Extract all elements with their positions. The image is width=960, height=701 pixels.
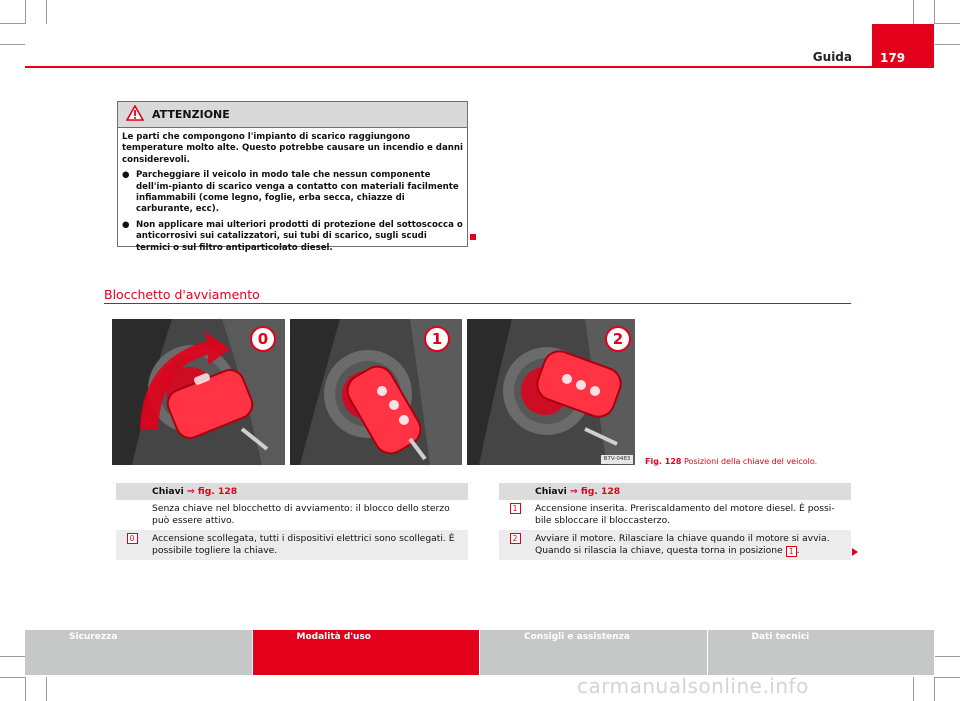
crop-mark — [913, 0, 914, 24]
bullet-dot: ● — [122, 170, 130, 181]
continue-arrow-icon — [852, 548, 858, 556]
figure-caption — [645, 457, 817, 466]
table-row — [116, 530, 468, 560]
section-title: Blocchetto d'avviamento — [104, 287, 260, 302]
figure-caption-label: Fig. 128 — [645, 457, 682, 466]
figure-ref-link[interactable]: ⇒ fig. 128 — [186, 485, 238, 497]
crop-mark — [934, 0, 935, 24]
warning-bullet — [122, 220, 463, 258]
table-key-cell — [116, 530, 148, 560]
chapter-tabs — [25, 630, 934, 675]
position-badge-label: 0 — [257, 330, 269, 348]
warning-bullet-text: Non applicare mai ulteriori prodotti di protezione del sottoscocca o anticorrosivi sui catalizzatori, sui tubi di scarico, sugli scudi termici o sul filtro antiparticolato diesel. — [136, 219, 463, 253]
position-badge-label: 2 — [612, 330, 624, 348]
tab-dati-tecnici[interactable]: Dati tecnici — [708, 630, 935, 675]
watermark: carmanualsonline.info — [577, 674, 809, 698]
position-number-box: 0 — [127, 533, 138, 544]
table-header-label: Chiavi — [152, 485, 184, 497]
page-number — [872, 24, 934, 68]
crop-mark — [25, 0, 26, 24]
table-key-cell — [116, 500, 148, 530]
section-rule — [104, 303, 851, 304]
key-positions-table-left — [116, 483, 468, 560]
table-row-text-before: Avviare il motore. Rilasciare la chiave quando il motore si avvia. Quando si rilascia la chiave, questa torna in posizione — [535, 533, 830, 556]
crop-mark — [46, 0, 47, 24]
table-row — [499, 500, 851, 530]
figure-ref-link[interactable]: ⇒ fig. 128 — [569, 485, 621, 497]
crop-mark — [935, 23, 960, 24]
table-key-cell — [499, 530, 531, 560]
table-header-text — [148, 486, 468, 498]
crop-mark — [46, 677, 47, 701]
warning-bullet — [122, 170, 463, 220]
position-badge-2 — [605, 326, 631, 356]
table-row-text: Accensione inserita. Preriscaldamento del motore diesel. È possi-bile sbloccare il bloccasterzo. — [535, 503, 835, 526]
table-key-cell — [499, 500, 531, 530]
table-row-text: Accensione scollegata, tutti i dispositivi elettrici sono scollegati. È possibile togliere la chiave. — [152, 533, 455, 556]
table-header — [116, 483, 468, 500]
table-header-text — [531, 486, 851, 498]
page-number-text: 179 — [880, 51, 906, 65]
crop-mark — [0, 23, 25, 24]
warning-bullet-text: Parcheggiare il veicolo in modo tale che nessun componente dell'im-pianto di scarico venga a contatto con materiali facilmente infiammabili (come legno, foglie, erba secca, chiazze di carburante, ecc). — [136, 170, 459, 215]
header-section-title: Guida — [812, 50, 852, 64]
warning-body — [118, 128, 467, 258]
warning-header — [118, 102, 467, 128]
tab-consigli-e-assistenza[interactable]: Consigli e assistenza — [480, 630, 707, 675]
section-end-mark — [470, 234, 476, 240]
key-positions-table-right — [499, 483, 851, 560]
tab-sicurezza[interactable]: Sicurezza — [25, 630, 252, 675]
warning-title: ATTENZIONE — [152, 108, 230, 121]
crop-mark — [0, 44, 25, 45]
bullet-dot: ● — [122, 219, 130, 230]
crop-mark — [913, 677, 914, 701]
crop-mark — [0, 656, 25, 657]
table-header-label: Chiavi — [535, 485, 567, 497]
crop-mark — [935, 677, 960, 678]
warning-intro: Le parti che compongono l'impianto di scarico raggiungono temperature molto alte. Questo potrebbe causare un incendio e danni considerevoli. — [122, 132, 463, 165]
table-key-cell — [116, 490, 148, 493]
table-row-text-after: . — [796, 545, 800, 556]
crop-mark — [935, 44, 960, 45]
table-header — [499, 483, 851, 500]
warning-box — [117, 101, 468, 253]
crop-mark — [0, 677, 25, 678]
inline-position-ref: 1 — [786, 546, 797, 557]
table-row — [116, 500, 468, 530]
crop-mark — [935, 656, 960, 657]
crop-mark — [934, 677, 935, 701]
position-number-box: 1 — [510, 503, 521, 514]
warning-triangle-icon — [126, 105, 144, 125]
crop-mark — [25, 677, 26, 701]
figure-code: B7V-0483 — [601, 455, 633, 464]
position-badge-0 — [250, 326, 276, 356]
position-number-box: 2 — [510, 533, 521, 544]
figure-caption-text: Posizioni della chiave del veicolo. — [684, 457, 818, 466]
header-rule — [25, 66, 934, 68]
position-badge-label: 1 — [431, 330, 443, 348]
table-key-cell — [499, 490, 531, 493]
table-row-text — [531, 530, 851, 560]
tab-modalita-duso[interactable]: Modalità d'uso — [253, 630, 480, 675]
table-row — [499, 530, 851, 560]
table-row-text: Senza chiave nel blocchetto di avviamento: il blocco dello sterzo può essere attivo. — [152, 503, 450, 526]
position-badge-1 — [424, 326, 450, 356]
